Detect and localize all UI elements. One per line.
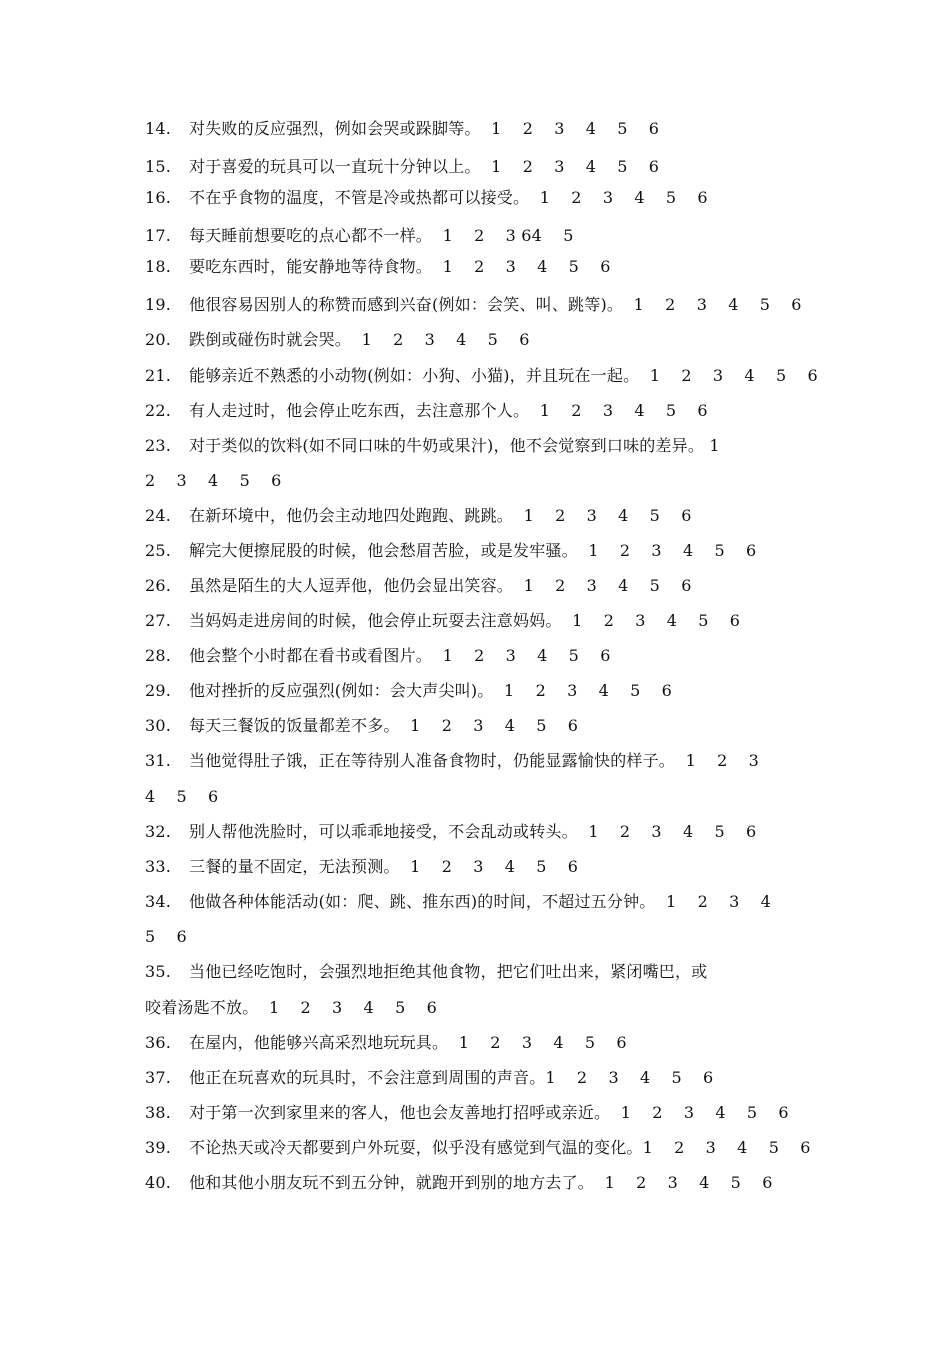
item-34: 34. 他做各种体能活动(如：爬、跳、推东西)的时间，不超过五分钟。 1 2 3 4 [145,892,772,911]
item-27: 27. 当妈妈走进房间的时候，他会停止玩耍去注意妈妈。 1 2 3 4 5 6 [145,611,741,630]
item-34-continued: 5 6 [145,927,187,946]
item-19: 19. 他很容易因别人的称赞而感到兴奋(例如：会笑、叫、跳等)。 1 2 3 4 5 6 [145,295,802,314]
item-35: 35. 当他已经吃饱时，会强烈地拒绝其他食物，把它们吐出来，紧闭嘴巴，或 [145,962,708,981]
item-29: 29. 他对挫折的反应强烈(例如：会大声尖叫)。 1 2 3 4 5 6 [145,681,673,700]
item-32: 32. 别人帮他洗脸时，可以乖乖地接受，不会乱动或转头。 1 2 3 4 5 6 [145,822,757,841]
item-16: 16. 不在乎食物的温度，不管是冷或热都可以接受。 1 2 3 4 5 6 [145,188,708,207]
item-24: 24. 在新环境中，他仍会主动地四处跑跑、跳跳。 1 2 3 4 5 6 [145,506,692,525]
item-38: 38. 对于第一次到家里来的客人，他也会友善地打招呼或亲近。 1 2 3 4 5 6 [145,1103,789,1122]
item-33: 33. 三餐的量不固定，无法预测。 1 2 3 4 5 6 [145,857,579,876]
item-23-continued: 2 3 4 5 6 [145,471,282,490]
item-35-continued: 咬着汤匙不放。 1 2 3 4 5 6 [145,998,437,1017]
item-25: 25. 解完大便擦屁股的时候，他会愁眉苦脸，或是发牢骚。 1 2 3 4 5 6 [145,541,757,560]
item-23: 23. 对于类似的饮料(如不同口味的牛奶或果汁)，他不会觉察到口味的差异。 1 [145,436,720,455]
item-18: 18. 要吃东西时，能安静地等待食物。 1 2 3 4 5 6 [145,257,611,276]
item-21: 21. 能够亲近不熟悉的小动物(例如：小狗、小猫)，并且玩在一起。 1 2 3 4 5 6 [145,366,818,385]
item-31-continued: 4 5 6 [145,787,219,806]
item-39: 39. 不论热天或冷天都要到户外玩耍，似乎没有感觉到气温的变化。1 2 3 4 5 6 [145,1138,811,1157]
item-28: 28. 他会整个小时都在看书或看图片。 1 2 3 4 5 6 [145,646,611,665]
item-26: 26. 虽然是陌生的大人逗弄他，他仍会显出笑容。 1 2 3 4 5 6 [145,576,692,595]
item-14: 14. 对失败的反应强烈，例如会哭或跺脚等。 1 2 3 4 5 6 [145,119,660,138]
item-31: 31. 当他觉得肚子饿，正在等待别人准备食物时，仍能显露愉快的样子。 1 2 3 [145,751,759,770]
item-30: 30. 每天三餐饭的饭量都差不多。 1 2 3 4 5 6 [145,716,579,735]
item-36: 36. 在屋内，他能够兴高采烈地玩玩具。 1 2 3 4 5 6 [145,1033,627,1052]
item-37: 37. 他正在玩喜欢的玩具时，不会注意到周围的声音。1 2 3 4 5 6 [145,1068,714,1087]
item-40: 40. 他和其他小朋友玩不到五分钟，就跑开到别的地方去了。 1 2 3 4 5 6 [145,1173,773,1192]
item-15: 15. 对于喜爱的玩具可以一直玩十分钟以上。 1 2 3 4 5 6 [145,157,660,176]
item-17: 17. 每天睡前想要吃的点心都不一样。 1 2 3 64 5 [145,226,574,245]
item-20: 20. 跌倒或碰伤时就会哭。 1 2 3 4 5 6 [145,330,530,349]
item-22: 22. 有人走过时，他会停止吃东西，去注意那个人。 1 2 3 4 5 6 [145,401,708,420]
